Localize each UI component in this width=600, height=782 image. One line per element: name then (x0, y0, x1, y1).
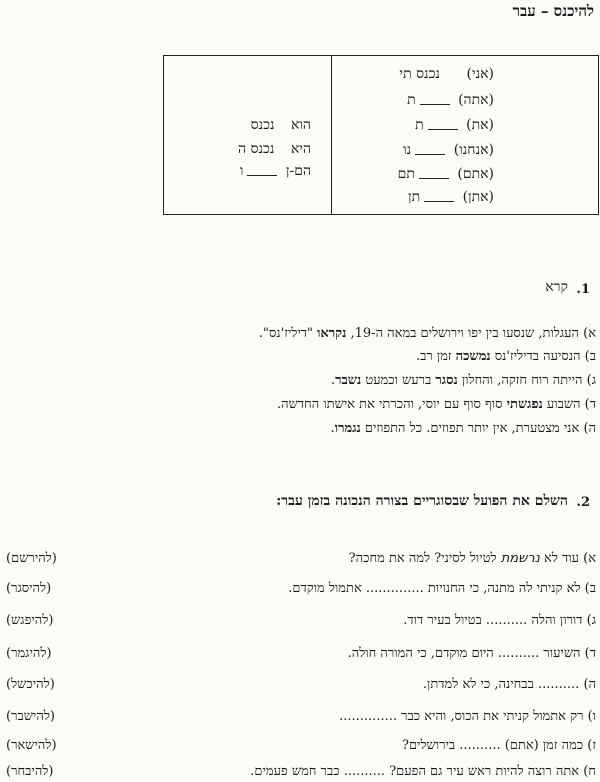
exercise-item: ה) .......... בבחינה, כי לא למדתן. (422, 677, 596, 692)
reading-item: ג) הייתה רוח חזקה, והחלון נסגר ברעש וכמעט נשבר. (330, 373, 596, 388)
exercise-item: ד) השיעור .......... היום מוקדם, כי המורה חולה. (347, 646, 596, 661)
handwritten-answer: נרשמת (500, 551, 540, 566)
conjugation-table-divider (331, 55, 332, 215)
verb-hint: (להישבר) (6, 709, 55, 724)
verb-hint: (להיגמר) (6, 646, 52, 661)
exercise-item: ג) דורון והלה .......... בטיול בעיר דוד. (403, 613, 596, 628)
exercise-item: ח) אתה רוצה להיות ראש עיר גם הפעם? .......... כבר חמש פעמים. (250, 764, 596, 779)
conjugation-row: הם-ן ו (239, 163, 311, 179)
verb-hint: (להיכשל) (6, 677, 55, 692)
conjugation-row: (אנחנו) נו (403, 142, 494, 158)
reading-item: ד) השבוע נפגשתי סוף סוף עם יוסי, והכרתי את אישתו החדשה. (276, 397, 596, 412)
conjugation-row: (את) ת (415, 117, 494, 133)
conjugation-row: (אתם) תם (397, 166, 494, 182)
reading-item: א) העגלות, שנסעו בין יפו וירושלים במאה ה-19, נקראו "דיליז'נס". (258, 326, 596, 341)
section-1-title: קרא (545, 279, 568, 295)
page-title: להיכנס – עבר (512, 2, 594, 20)
verb-hint: (להישאר) (6, 738, 57, 753)
section-1-number: .1 (576, 282, 590, 297)
exercise-item: ב) לא קניתי לה מתנה, כי החנויות .............. אתמול מוקדם. (288, 581, 596, 596)
exercise-item: ז) כמה זמן (אתם) .......... בירושלים? (401, 738, 596, 753)
conjugation-row: (אתן) תן (408, 189, 494, 205)
conjugation-row: הוא נכנס (250, 117, 311, 133)
verb-hint: (להיסגר) (6, 581, 52, 596)
conjugation-table (163, 55, 599, 215)
reading-item: ה) אני מצטערת, אין יותר תפוזים. כל התפוזים נגמרו. (330, 421, 596, 436)
conjugation-row: היא נכנס ה (238, 141, 311, 157)
verb-hint: (להיבחר) (6, 764, 54, 779)
exercise-item: ו) רק אתמול קניתי את הכוס, והיא כבר .............. (339, 709, 596, 724)
section-2-number: .2 (576, 495, 590, 510)
conjugation-row: (אתה) ת (407, 92, 494, 108)
exercise-item: א) עוד לא נרשמת לטיול לסיני? למה את מחכה? (348, 551, 596, 566)
conjugation-row: (אני) נכנס תי (399, 66, 494, 82)
reading-item: ב) הנסיעה בדיליז'נס נמשכה זמן רב. (415, 349, 596, 364)
verb-hint: (להיפגש) (6, 613, 54, 628)
verb-hint: (להירשם) (6, 551, 57, 566)
section-2-title: השלם את הפועל שבסוגריים בצורה הנכונה בזמן עבר: (276, 493, 568, 509)
